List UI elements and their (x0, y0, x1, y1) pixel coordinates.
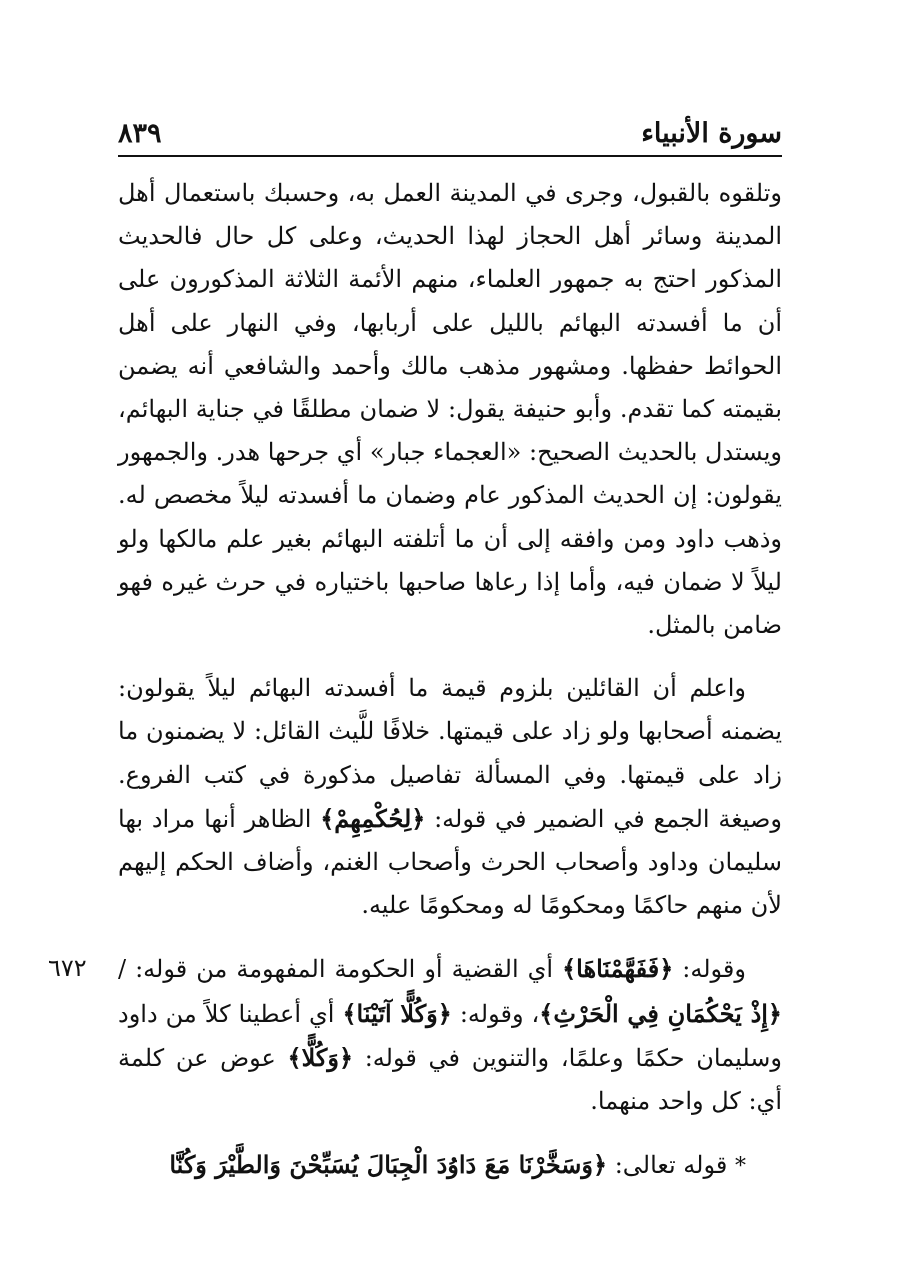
paragraph-2 (118, 667, 782, 927)
paragraph-text: وقوله: (673, 955, 746, 984)
margin-page-reference: ٦٧٢ (48, 954, 87, 982)
quran-quote: ﴿فَفَهَّمْنَاهَا﴾ (562, 954, 674, 984)
page-number: ٨٣٩ (118, 118, 162, 149)
body-text (118, 172, 782, 1188)
paragraph-text: ، وقوله: (451, 999, 540, 1028)
paragraph-text: أي القضية أو الحكومة المفهومة من قوله: / (118, 955, 563, 984)
quran-quote: ﴿إِذْ يَحْكُمَانِ فِي الْحَرْثِ﴾ (539, 998, 782, 1028)
running-header (118, 112, 782, 156)
star-icon: * (735, 1154, 746, 1180)
quran-quote: ﴿وَكُلًّا﴾ (287, 1042, 354, 1072)
paragraph-text: عوض عن كلمة أي: كل واحد منهما. (118, 1043, 782, 1116)
surah-title: سورة الأنبياء (641, 118, 782, 149)
paragraph-text: وتلقوه بالقبول، وجرى في المدينة العمل به، وحسبك باستعمال أهل المدينة وسائر أهل الحجاز لهذا الحديث، وعلى كل حال فالحديث المذكور احتج به جمهور العلماء، منهم الأئمة الثلاثة المذكورون على أن ما أفسدته البهائم بالليل على أربابها، وفي النهار على أهل الحوائط حفظها. ومشهور مذهب مالك وأحمد والشافعي أنه يضمن بقيمته كما تقدم. وأبو حنيفة يقول: لا ضمان مطلقًا في جناية البهائم، ويستدل بالحديث الصحيح: «العجماء جبار» أي جرحها هدر. والجمهور يقولون: إن الحديث المذكور عام وضمان ما أفسدته ليلاً مخصص له. وذهب داود ومن وافقه إلى أن ما أتلفته البهائم بغير علم مالكها ولو ليلاً لا ضمان فيه، وأما إذا رعاها صاحبها باختياره في حرث غيره فهو ضامن بالمثل. (118, 179, 782, 640)
paragraph-4 (118, 1143, 782, 1188)
paragraph-text: قوله تعالى: (607, 1151, 735, 1180)
paragraph-text: واعلم أن القائلين بلزوم قيمة ما أفسدته البهائم ليلاً يقولون: يضمنه أصحابها ولو زاد على قيمتها. خلافًا للَّيث القائل: لا يضمنون ما زاد على قيمتها. وفي المسألة تفاصيل مذكورة في كتب الفروع. وصيغة الجمع في الضمير في قوله: (118, 674, 782, 833)
quran-quote: ﴿لِحُكْمِهِمْ﴾ (320, 803, 426, 833)
paragraph-text: أي أعطينا كلاً من داود وسليمان حكمًا وعلمًا، والتنوين في قوله: (118, 999, 782, 1072)
header-rule (118, 155, 782, 157)
quran-quote: ﴿وَسَخَّرْنَا مَعَ دَاوُدَ الْجِبَالَ يُسَبِّحْنَ وَالطَّيْرَ وَكُنَّا (169, 1150, 608, 1180)
paragraph-text: الظاهر أنها مراد بها سليمان وداود وأصحاب الحرث وأصحاب الغنم، وأضاف الحكم إليهم لأن منهم حاكمًا ومحكومًا له ومحكومًا عليه. (118, 804, 782, 920)
paragraph-1 (118, 172, 782, 647)
paragraph-3 (118, 947, 782, 1123)
quran-quote: ﴿وَكُلًّا آتَيْنَا﴾ (342, 998, 452, 1028)
